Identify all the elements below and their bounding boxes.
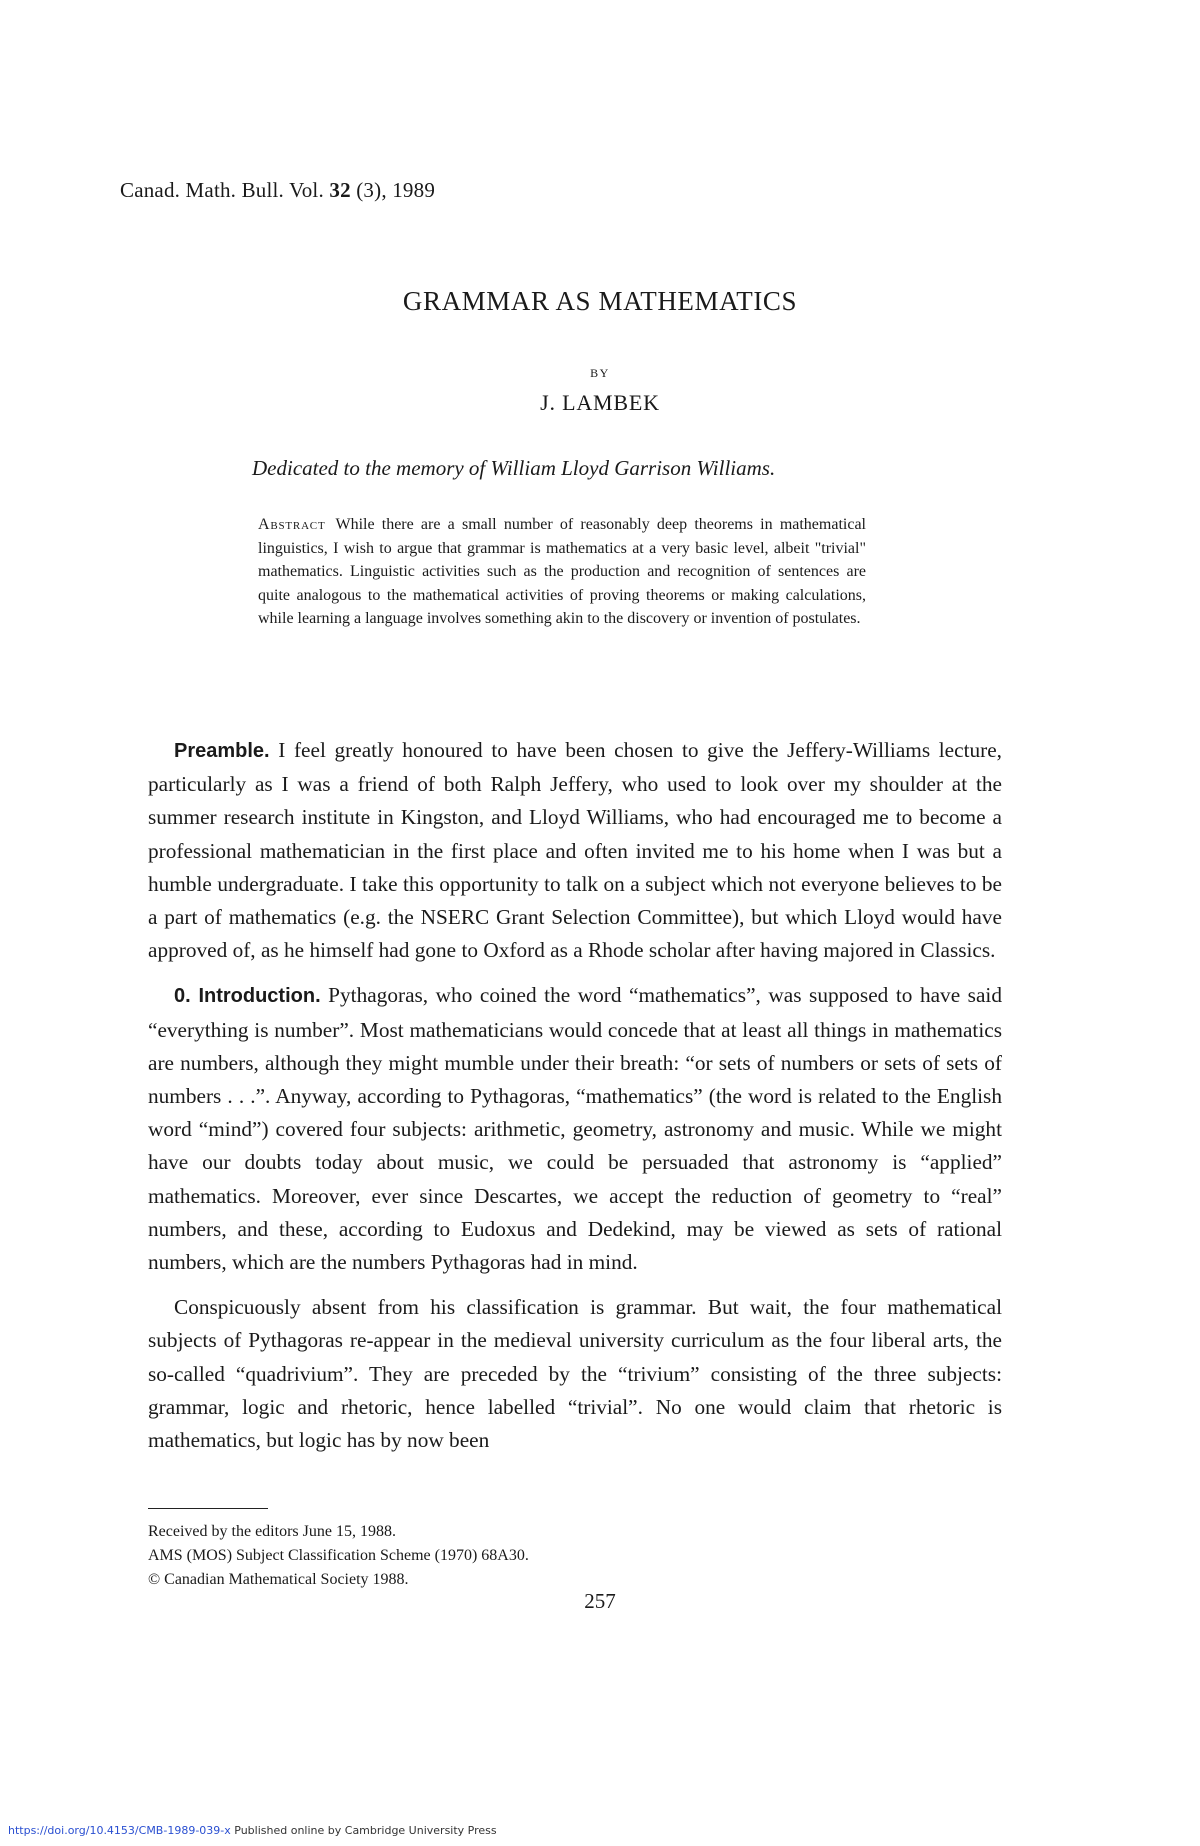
paragraph-text: Conspicuously absent from his classification is grammar. But wait, the four mathematical subjects of Pythagoras re-appear in the medieval university curriculum as the four liberal arts, the so-called “quadrivium”. They are preceded by the “trivium” consisting of the three subjects: grammar, logic and rhetoric, hence labelled “trivial”. No one would claim that rhetoric is mathematics, but logic has by now been <box>148 1295 1002 1453</box>
journal-name: Canad. Math. Bull. Vol. <box>120 178 324 202</box>
footnotes <box>148 1520 529 1592</box>
paragraph-trivium <box>148 1291 1002 1457</box>
footnote-received: Received by the editors June 15, 1988. <box>148 1523 396 1540</box>
section-heading-introduction: 0. Introduction. <box>174 985 321 1008</box>
section-heading-preamble: Preamble. <box>174 740 270 762</box>
dedication: Dedicated to the memory of William Lloyd Garrison Williams. <box>252 456 776 480</box>
abstract-text: While there are a small number of reasonably deep theorems in mathematical linguistics, I wish to argue that grammar is mathematics at a very basic level, albeit "trivial" mathematics. Linguistic activities such as the production and recognition of sentences are quite analogous to the mathematical activities of proving theorems or making calculations, while learning a language involves something akin to the discovery or invention of postulates. <box>258 516 866 628</box>
publisher-note: Published online by Cambridge University Press <box>234 1824 497 1837</box>
main-text <box>148 734 1002 1469</box>
byline: BY <box>590 366 610 380</box>
paragraph-text: Pythagoras, who coined the word “mathematics”, was supposed to have said “everything is number”. Most mathematicians would concede that at least all things in mathematics are numbers, although they might mumble under their breath: “or sets of numbers or sets of sets of numbers . . .”. Anyway, according to Pythagoras, “mathematics” (the word is related to the English word “mind”) covered four subjects: arithmetic, geometry, astronomy and music. While we might have our doubts today about music, we could be persuaded that astronomy is “applied” mathematics. Moreover, ever since Descartes, we accept the reduction of geometry to “real” numbers, and these, according to Eudoxus and Dedekind, may be viewed as sets of rational numbers, which are the numbers Pythagoras had in mind. <box>148 983 1002 1275</box>
abstract <box>258 513 866 631</box>
paragraph-text: I feel greatly honoured to have been chosen to give the Jeffery-Williams lecture, particularly as I was a friend of both Ralph Jeffery, who used to look over my shoulder at the summer research institute in Kingston, and Lloyd Williams, who had encouraged me to become a professional mathematician in the first place and often invited me to his home when I was but a humble undergraduate. I take this opportunity to talk on a subject which not everyone believes to be a part of mathematics (e.g. the NSERC Grant Selection Committee), but which Lloyd would have approved of, as he himself had gone to Oxford as a Rhode scholar after having majored in Classics. <box>148 738 1003 963</box>
abstract-label: Abstract <box>258 516 326 533</box>
author-name: J. LAMBEK <box>540 390 660 415</box>
footnote-copyright: © Canadian Mathematical Society 1988. <box>148 1571 409 1588</box>
journal-issue-year: (3), 1989 <box>356 178 436 202</box>
source-line <box>8 1824 497 1837</box>
footnote-classification: AMS (MOS) Subject Classification Scheme (1970) 68A30. <box>148 1547 529 1564</box>
paragraph-introduction <box>148 979 1002 1279</box>
paper-title: GRAMMAR AS MATHEMATICS <box>402 286 798 316</box>
paragraph-preamble <box>148 734 1002 967</box>
doi-link[interactable]: https://doi.org/10.4153/CMB-1989-039-x <box>8 1824 231 1837</box>
page-number: 257 <box>584 1589 616 1613</box>
footnote-divider <box>148 1508 268 1509</box>
journal-volume: 32 <box>329 178 351 202</box>
journal-reference <box>120 178 435 203</box>
